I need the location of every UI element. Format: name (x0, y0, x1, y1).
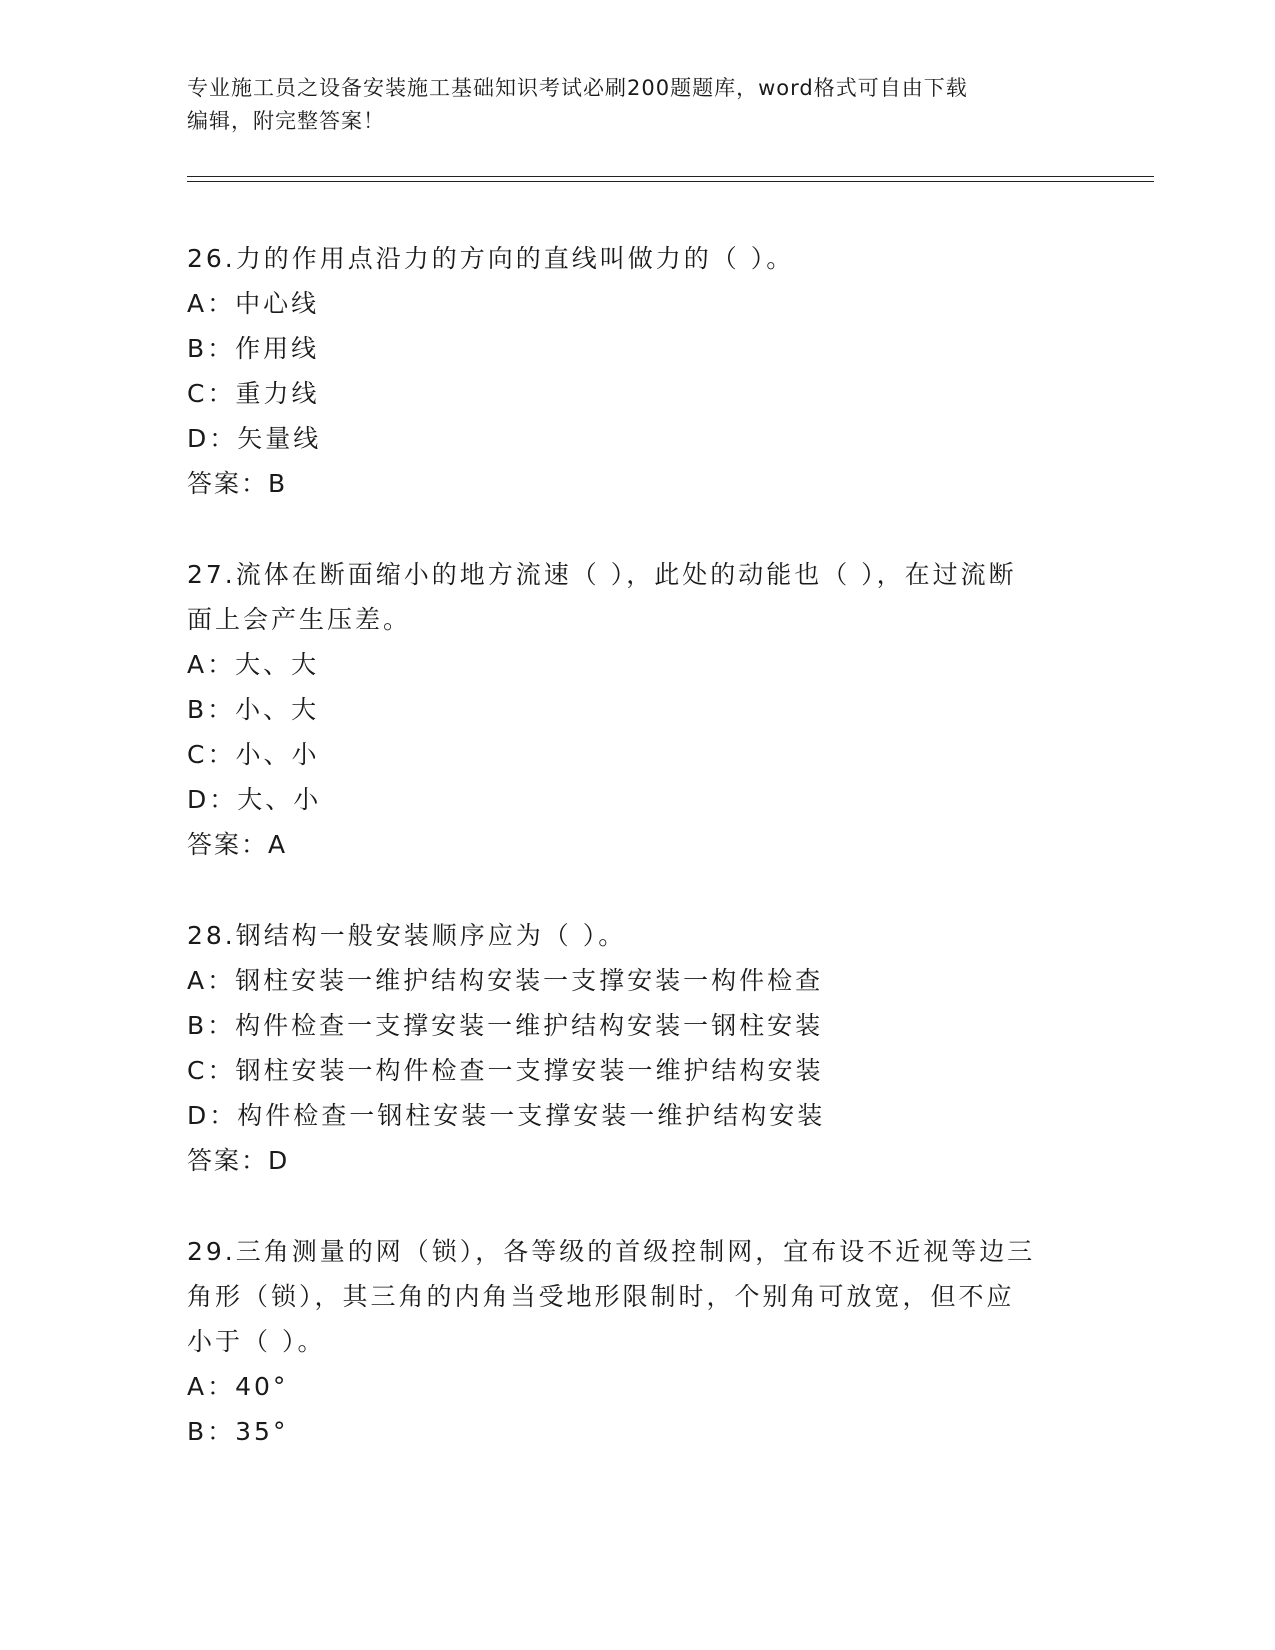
option-a: A：大、大 (187, 650, 320, 679)
question-27 (187, 552, 1087, 867)
option-a: A：钢柱安装一维护结构安装一支撑安装一构件检查 (187, 966, 824, 995)
header-title-line-1: 专业施工员之设备安装施工基础知识考试必刷200题题库，word格式可自由下载 (187, 76, 968, 100)
option-d: D：构件检查一钢柱安装一支撑安装一维护结构安装 (187, 1101, 826, 1130)
answer-line: 答案：A (187, 830, 288, 859)
option-b: B：小、大 (187, 695, 320, 724)
question-stem-continued: 小于（ ）。 (187, 1327, 326, 1356)
answer-line: 答案：B (187, 469, 288, 498)
option-b: B：作用线 (187, 334, 320, 363)
option-b: B：35° (187, 1417, 289, 1446)
question-29 (187, 1229, 1087, 1454)
question-stem: 27.流体在断面缩小的地方流速（ ），此处的动能也（ ），在过流断 (187, 560, 1017, 589)
option-c: C：重力线 (187, 379, 320, 408)
header-divider-top (187, 176, 1154, 177)
option-a: A：40° (187, 1372, 289, 1401)
question-stem-continued: 面上会产生压差。 (187, 605, 412, 634)
question-26 (187, 236, 1087, 506)
document-header (187, 72, 1087, 138)
question-stem: 29.三角测量的网（锁），各等级的首级控制网，宜布设不近视等边三 (187, 1237, 1036, 1266)
question-stem: 28.钢结构一般安装顺序应为（ ）。 (187, 921, 627, 950)
option-c: C：小、小 (187, 740, 320, 769)
option-d: D：矢量线 (187, 424, 322, 453)
header-title-line-2: 编辑，附完整答案！ (187, 109, 385, 133)
question-stem: 26.力的作用点沿力的方向的直线叫做力的（ ）。 (187, 244, 795, 273)
question-28 (187, 913, 1087, 1183)
header-divider-bottom (187, 181, 1154, 182)
option-d: D：大、小 (187, 785, 322, 814)
option-c: C：钢柱安装一构件检查一支撑安装一维护结构安装 (187, 1056, 824, 1085)
option-a: A：中心线 (187, 289, 320, 318)
answer-line: 答案：D (187, 1146, 290, 1175)
question-list (187, 236, 1087, 1500)
question-stem-continued: 角形（锁），其三角的内角当受地形限制时，个别角可放宽，但不应 (187, 1282, 1015, 1311)
option-b: B：构件检查一支撑安装一维护结构安装一钢柱安装 (187, 1011, 824, 1040)
